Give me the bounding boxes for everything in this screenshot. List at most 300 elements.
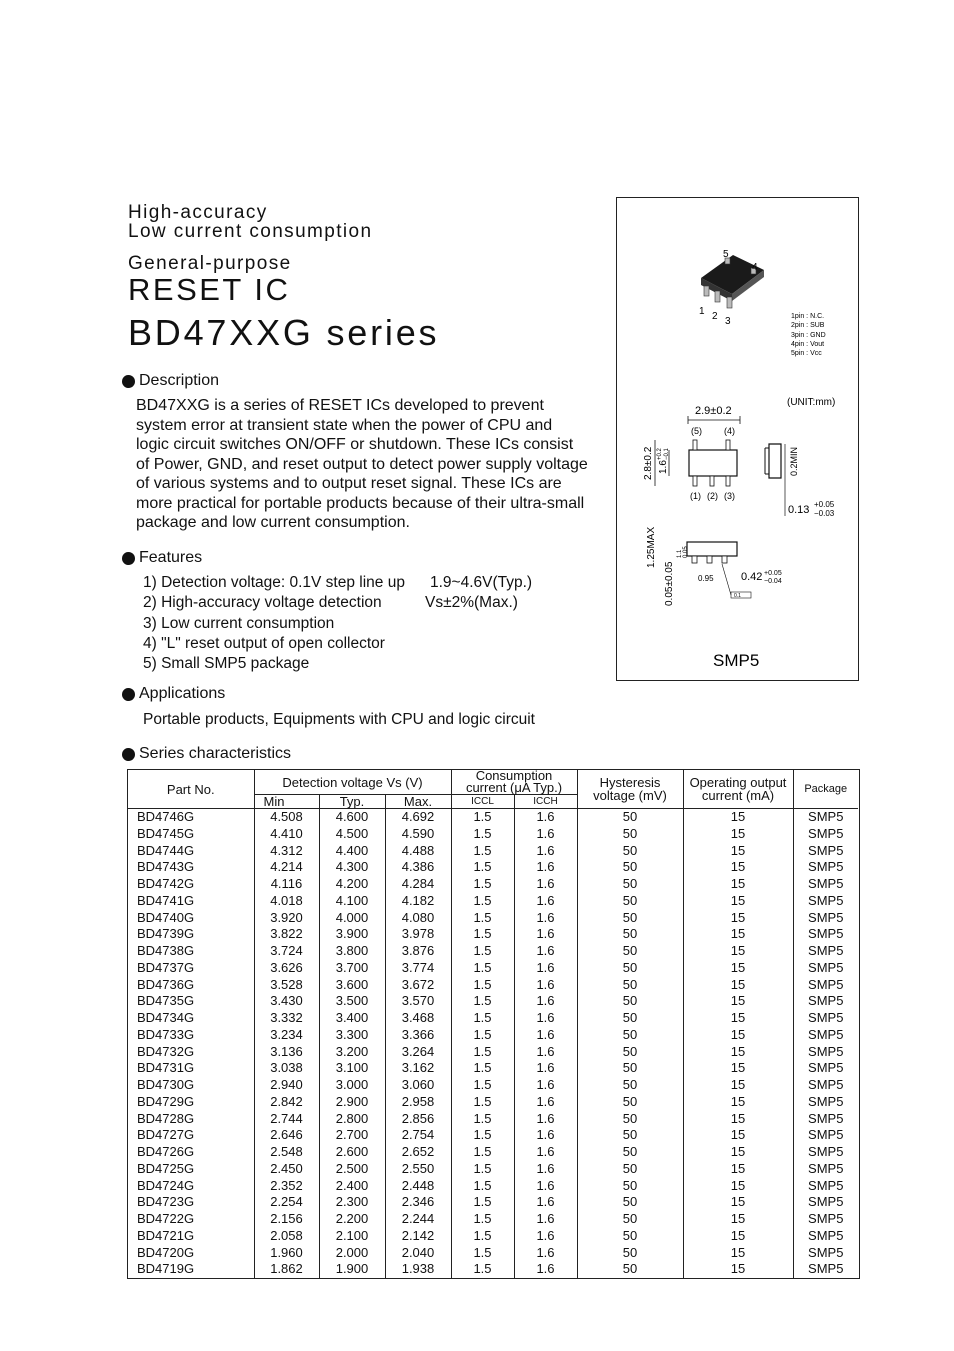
table-cell: 1.6 <box>514 1144 577 1161</box>
table-cell: 1.5 <box>451 977 514 994</box>
part-number-cell: BD4720G <box>137 1244 195 1260</box>
description-line: of various systems and to output reset signal. These ICs are <box>136 475 562 492</box>
table-cell: 50 <box>577 1077 683 1094</box>
table-cell: 3.570 <box>385 993 451 1010</box>
features-heading <box>122 549 202 567</box>
bullet-icon <box>122 552 135 565</box>
table-cell: 50 <box>577 876 683 893</box>
table-cell: 2.900 <box>319 1094 385 1111</box>
table-cell: SMP5 <box>793 1228 858 1245</box>
bullet-icon <box>122 375 135 388</box>
table-cell: SMP5 <box>793 1161 858 1178</box>
table-cell: 1.6 <box>514 1077 577 1094</box>
table-cell: 2.550 <box>385 1161 451 1178</box>
table-cell: 50 <box>577 977 683 994</box>
table-cell: 2.450 <box>254 1161 319 1178</box>
applications-heading-text: Applications <box>139 685 226 702</box>
table-cell: 4.182 <box>385 893 451 910</box>
table-cell: 3.672 <box>385 977 451 994</box>
table-row <box>128 1161 858 1178</box>
table-cell: 1.6 <box>514 876 577 893</box>
table-cell: 4.508 <box>254 809 319 826</box>
feature-item: 1) Detection voltage: 0.1V step line up 1.9~4.6V(Typ.) <box>143 574 533 591</box>
table-cell: 2.842 <box>254 1094 319 1111</box>
pin-number-3: 3 <box>725 316 731 327</box>
table-cell: 1.5 <box>451 1161 514 1178</box>
table-cell: SMP5 <box>793 1111 858 1128</box>
part-number-cell: BD4738G <box>137 943 195 958</box>
table-cell: SMP5 <box>793 859 858 876</box>
part-number-cell: BD4742G <box>137 876 195 891</box>
table-cell: 1.862 <box>254 1261 319 1278</box>
table-cell: SMP5 <box>793 1077 858 1094</box>
table-cell: 15 <box>683 809 793 826</box>
table-cell: 2.200 <box>319 1211 385 1228</box>
table-cell: 3.774 <box>385 960 451 977</box>
table-cell: 3.468 <box>385 1010 451 1027</box>
table-cell: 1.5 <box>451 1111 514 1128</box>
table-cell: 1.5 <box>451 926 514 943</box>
table-row <box>128 826 858 843</box>
table-cell: 1.6 <box>514 943 577 960</box>
table-cell: 3.136 <box>254 1044 319 1061</box>
pin-number-2: 2 <box>712 311 718 322</box>
pin-legend-1: 1pin : N.C. <box>791 313 825 320</box>
table-cell: 3.060 <box>385 1077 451 1094</box>
part-number-cell: BD4734G <box>137 1010 195 1025</box>
table-cell: 50 <box>577 826 683 843</box>
svg-text:(5): (5) <box>691 426 702 436</box>
table-cell: 50 <box>577 809 683 826</box>
table-cell: 1.5 <box>451 1178 514 1195</box>
table-cell: 1.5 <box>451 1077 514 1094</box>
part-number-cell: BD4727G <box>137 1127 195 1143</box>
table-cell: SMP5 <box>793 1178 858 1195</box>
pin-legend-5: 5pin : Vcc <box>791 350 822 357</box>
table-cell: 1.5 <box>451 910 514 927</box>
table-cell: 4.312 <box>254 843 319 860</box>
table-cell: 1.6 <box>514 1178 577 1195</box>
table-row <box>128 1261 858 1278</box>
table-cell: 1.938 <box>385 1261 451 1278</box>
dim-bottom: 0.1 <box>734 593 741 599</box>
table-row <box>128 1111 858 1128</box>
table-cell: 4.100 <box>319 893 385 910</box>
package-side-view <box>769 444 781 478</box>
table-cell: 15 <box>683 826 793 843</box>
table-row <box>128 843 858 860</box>
table-cell: 1.5 <box>451 1060 514 1077</box>
table-cell: 3.162 <box>385 1060 451 1077</box>
package-front-view <box>687 542 737 556</box>
table-cell: 1.5 <box>451 1127 514 1144</box>
table-cell: 15 <box>683 1127 793 1144</box>
table-row <box>128 1010 858 1027</box>
header-icch: ICCH <box>514 795 577 809</box>
pin-number-4: 4 <box>752 262 758 273</box>
table-cell: SMP5 <box>793 893 858 910</box>
series-heading <box>122 745 291 763</box>
table-row <box>128 1228 858 1245</box>
dim-lead-width-up: +0.05 <box>764 570 782 577</box>
table-cell: SMP5 <box>793 1060 858 1077</box>
part-number-cell: BD4733G <box>137 1026 195 1042</box>
table-cell: SMP5 <box>793 1127 858 1144</box>
table-row <box>128 993 858 1010</box>
table-row <box>128 926 858 943</box>
table-cell: 1.6 <box>514 1010 577 1027</box>
table-cell: 3.264 <box>385 1044 451 1061</box>
table-cell: 1.5 <box>451 960 514 977</box>
table-cell: 3.626 <box>254 960 319 977</box>
feature-item: 2) High-accuracy voltage detection Vs±2%(Max.) <box>143 594 518 612</box>
table-cell: 1.6 <box>514 1194 577 1211</box>
description-line: logic circuit switches ON/OFF or shutdown. These ICs consist <box>136 436 574 453</box>
dim-pitch: 0.95 <box>698 574 714 583</box>
table-cell: 15 <box>683 1010 793 1027</box>
table-row <box>128 859 858 876</box>
part-number-cell: BD4723G <box>137 1194 195 1210</box>
table-cell: 3.332 <box>254 1010 319 1027</box>
table-cell: 50 <box>577 1111 683 1128</box>
bullet-icon <box>122 688 135 701</box>
table-cell: 15 <box>683 1044 793 1061</box>
table-cell: 50 <box>577 893 683 910</box>
table-cell: 1.5 <box>451 1245 514 1262</box>
table-cell: 15 <box>683 1228 793 1245</box>
table-cell: 2.958 <box>385 1094 451 1111</box>
dim-body-tol-up: +0.2 <box>657 448 663 460</box>
description-line: BD47XXG is a series of RESET ICs developed to prevent <box>136 397 544 414</box>
table-cell: 4.410 <box>254 826 319 843</box>
table-cell: 1.5 <box>451 859 514 876</box>
table-cell: 50 <box>577 1127 683 1144</box>
description-line: more practical for portable products because of their ultra-small <box>136 494 585 512</box>
table-cell: 1.6 <box>514 859 577 876</box>
table-cell: 15 <box>683 1261 793 1278</box>
table-cell: 3.400 <box>319 1010 385 1027</box>
table-cell: 15 <box>683 1194 793 1211</box>
table-cell: 4.300 <box>319 859 385 876</box>
package-drawing <box>617 198 857 679</box>
table-cell: 15 <box>683 993 793 1010</box>
applications-text: Portable products, Equipments with CPU and logic circuit <box>143 711 535 728</box>
table-cell: 2.156 <box>254 1211 319 1228</box>
table-cell: 2.400 <box>319 1178 385 1195</box>
description-body <box>136 396 606 533</box>
table-cell: 15 <box>683 1245 793 1262</box>
table-row <box>128 876 858 893</box>
part-number-cell: BD4737G <box>137 959 195 975</box>
tagline-2: Low current consumption <box>128 221 373 242</box>
table-cell: 50 <box>577 1228 683 1245</box>
table-cell: SMP5 <box>793 1044 858 1061</box>
table-cell: 1.6 <box>514 1027 577 1044</box>
description-heading-text: Description <box>139 372 220 389</box>
table-cell: 4.000 <box>319 910 385 927</box>
table-cell: 15 <box>683 859 793 876</box>
table-cell: SMP5 <box>793 1211 858 1228</box>
table-cell: SMP5 <box>793 826 858 843</box>
table-cell: 1.6 <box>514 960 577 977</box>
part-number-cell: BD4719G <box>137 1261 195 1277</box>
table-cell: 15 <box>683 977 793 994</box>
header-iccl: ICCL <box>451 795 514 809</box>
table-cell: 2.254 <box>254 1194 319 1211</box>
dim-thickness-dn: −0.03 <box>814 509 835 518</box>
table-cell: 1.6 <box>514 1261 577 1278</box>
table-cell: 2.600 <box>319 1144 385 1161</box>
dim-lead-width-dn: −0.04 <box>764 578 782 585</box>
pin-legend-4: 4pin : Vout <box>791 341 825 348</box>
table-cell: SMP5 <box>793 977 858 994</box>
table-cell: 2.646 <box>254 1127 319 1144</box>
part-number-cell: BD4726G <box>137 1144 195 1159</box>
table-cell: 1.6 <box>514 1211 577 1228</box>
table-cell: 1.5 <box>451 1211 514 1228</box>
table-cell: 1.5 <box>451 943 514 960</box>
table-cell: 3.038 <box>254 1060 319 1077</box>
table-cell: 50 <box>577 943 683 960</box>
table-cell: SMP5 <box>793 809 858 826</box>
table-cell: 2.800 <box>319 1111 385 1128</box>
table-cell: 3.978 <box>385 926 451 943</box>
applications-heading <box>122 685 225 703</box>
table-cell: 1.6 <box>514 1094 577 1111</box>
table-cell: 50 <box>577 926 683 943</box>
table-cell: SMP5 <box>793 1261 858 1278</box>
feature-item: 4) "L" reset output of open collector <box>143 634 385 652</box>
part-number-cell: BD4744G <box>137 842 195 858</box>
part-number-cell: BD4722G <box>137 1211 195 1226</box>
pin-number-5: 5 <box>723 249 729 260</box>
table-cell: 50 <box>577 1044 683 1061</box>
svg-text:(2): (2) <box>707 491 718 501</box>
table-cell: 1.6 <box>514 1161 577 1178</box>
dim-thickness: 0.13 <box>788 504 810 516</box>
header-min: Min <box>254 795 319 809</box>
table-cell: 1.5 <box>451 993 514 1010</box>
table-cell: 4.500 <box>319 826 385 843</box>
table-row <box>128 1027 858 1044</box>
table-cell: SMP5 <box>793 943 858 960</box>
table-cell: 4.214 <box>254 859 319 876</box>
features-heading-text: Features <box>139 549 203 566</box>
table-cell: 2.500 <box>319 1161 385 1178</box>
part-number-cell: BD4743G <box>137 859 195 875</box>
dim-side-1: 1.1 <box>677 549 683 558</box>
table-cell: 1.6 <box>514 826 577 843</box>
table-cell: 4.200 <box>319 876 385 893</box>
dim-lead-min: 0.2MIN <box>789 446 799 476</box>
pin-legend-3: 3pin : GND <box>791 332 826 339</box>
part-number-cell: BD4725G <box>137 1160 195 1176</box>
part-number-cell: BD4740G <box>137 909 195 925</box>
part-number-cell: BD4729G <box>137 1093 195 1109</box>
table-cell: 3.300 <box>319 1027 385 1044</box>
series-table-grid <box>128 770 858 1278</box>
series-table <box>127 769 860 1279</box>
header-max: Max. <box>385 795 451 809</box>
table-cell: 1.6 <box>514 809 577 826</box>
table-row <box>128 1144 858 1161</box>
table-cell: 50 <box>577 910 683 927</box>
table-cell: 3.366 <box>385 1027 451 1044</box>
table-cell: 1.5 <box>451 1094 514 1111</box>
table-cell: 1.6 <box>514 1060 577 1077</box>
table-cell: 1.5 <box>451 1261 514 1278</box>
table-cell: SMP5 <box>793 1027 858 1044</box>
table-cell: 15 <box>683 943 793 960</box>
table-cell: 4.018 <box>254 893 319 910</box>
table-cell: 3.000 <box>319 1077 385 1094</box>
table-cell: 2.300 <box>319 1194 385 1211</box>
table-cell: 1.6 <box>514 1044 577 1061</box>
description-line: package and low current consumption. <box>136 514 410 531</box>
table-cell: 50 <box>577 859 683 876</box>
dim-standoff: 0.05±0.05 <box>664 561 675 606</box>
table-cell: 15 <box>683 1111 793 1128</box>
table-cell: 3.900 <box>319 926 385 943</box>
table-cell: 1.6 <box>514 926 577 943</box>
table-header-row <box>128 770 858 795</box>
table-cell: 1.5 <box>451 893 514 910</box>
table-cell: SMP5 <box>793 1010 858 1027</box>
unit-label: (UNIT:mm) <box>787 397 836 408</box>
pin-legend-2: 2pin : SUB <box>791 322 825 329</box>
table-cell: 1.900 <box>319 1261 385 1278</box>
table-cell: 15 <box>683 1178 793 1195</box>
table-cell: SMP5 <box>793 876 858 893</box>
table-cell: 4.400 <box>319 843 385 860</box>
table-cell: 2.000 <box>319 1245 385 1262</box>
part-number-cell: BD4746G <box>137 809 195 824</box>
table-cell: 2.856 <box>385 1111 451 1128</box>
table-cell: 2.754 <box>385 1127 451 1144</box>
table-cell: SMP5 <box>793 926 858 943</box>
table-cell: 2.346 <box>385 1194 451 1211</box>
svg-text:(1): (1) <box>690 491 701 501</box>
package-top-view <box>689 450 737 476</box>
table-cell: 15 <box>683 1144 793 1161</box>
description-line: system error at transient state when the power of CPU and <box>136 416 553 434</box>
part-number-cell: BD4732G <box>137 1043 195 1059</box>
table-cell: 15 <box>683 910 793 927</box>
table-body <box>128 809 858 1279</box>
table-cell: 1.6 <box>514 1228 577 1245</box>
dim-width: 2.9±0.2 <box>695 405 732 417</box>
feature-item: 5) Small SMP5 package <box>143 655 310 673</box>
table-cell: 3.430 <box>254 993 319 1010</box>
part-number-cell: BD4745G <box>137 825 195 841</box>
table-row <box>128 910 858 927</box>
table-cell: 1.6 <box>514 843 577 860</box>
table-cell: 1.6 <box>514 893 577 910</box>
table-cell: 2.142 <box>385 1228 451 1245</box>
header-part: Part No. <box>128 770 254 809</box>
table-cell: 1.6 <box>514 1127 577 1144</box>
table-row <box>128 1211 858 1228</box>
table-row <box>128 943 858 960</box>
table-cell: 50 <box>577 993 683 1010</box>
table-cell: 50 <box>577 1178 683 1195</box>
table-cell: 2.058 <box>254 1228 319 1245</box>
table-cell: 1.5 <box>451 1010 514 1027</box>
header-package: Package <box>793 770 858 809</box>
table-cell: 1.5 <box>451 876 514 893</box>
table-cell: 50 <box>577 1027 683 1044</box>
table-cell: 15 <box>683 1094 793 1111</box>
table-cell: 2.700 <box>319 1127 385 1144</box>
table-row <box>128 960 858 977</box>
table-cell: 1.5 <box>451 1027 514 1044</box>
table-cell: 2.744 <box>254 1111 319 1128</box>
part-number-cell: BD4721G <box>137 1227 195 1243</box>
table-row <box>128 1245 858 1262</box>
part-number-cell: BD4739G <box>137 926 195 942</box>
table-cell: 1.5 <box>451 826 514 843</box>
table-cell: 3.528 <box>254 977 319 994</box>
table-cell: 3.876 <box>385 943 451 960</box>
table-row <box>128 1094 858 1111</box>
dim-body-height: 1.6 <box>658 460 669 474</box>
table-cell: 1.6 <box>514 1111 577 1128</box>
part-number-cell: BD4741G <box>137 892 195 908</box>
table-cell: 15 <box>683 893 793 910</box>
table-cell: 2.548 <box>254 1144 319 1161</box>
header-hysteresis: Hysteresis voltage (mV) <box>577 770 683 809</box>
table-cell: 2.244 <box>385 1211 451 1228</box>
svg-text:(3): (3) <box>724 491 735 501</box>
table-cell: 4.600 <box>319 809 385 826</box>
table-cell: 50 <box>577 960 683 977</box>
table-cell: 2.940 <box>254 1077 319 1094</box>
table-cell: 50 <box>577 1060 683 1077</box>
pin-number-1: 1 <box>699 306 705 317</box>
table-cell: 50 <box>577 1094 683 1111</box>
table-cell: 15 <box>683 1027 793 1044</box>
table-cell: 15 <box>683 1211 793 1228</box>
table-cell: 2.448 <box>385 1178 451 1195</box>
table-cell: 3.724 <box>254 943 319 960</box>
table-cell: SMP5 <box>793 843 858 860</box>
title-series: BD47XXG series <box>128 312 440 353</box>
table-cell: SMP5 <box>793 1194 858 1211</box>
table-cell: 3.100 <box>319 1060 385 1077</box>
table-cell: 1.6 <box>514 977 577 994</box>
header-operating-current: Operating output current (mA) <box>683 770 793 809</box>
table-cell: 3.800 <box>319 943 385 960</box>
table-cell: 50 <box>577 1245 683 1262</box>
table-cell: SMP5 <box>793 993 858 1010</box>
table-cell: 1.5 <box>451 1044 514 1061</box>
table-cell: 1.6 <box>514 910 577 927</box>
table-cell: 1.6 <box>514 1245 577 1262</box>
table-cell: 3.920 <box>254 910 319 927</box>
table-cell: 50 <box>577 1144 683 1161</box>
table-cell: 2.100 <box>319 1228 385 1245</box>
table-cell: 50 <box>577 1010 683 1027</box>
table-row <box>128 1127 858 1144</box>
part-number-cell: BD4731G <box>137 1060 195 1076</box>
part-number-cell: BD4724G <box>137 1177 195 1193</box>
title-reset-ic: RESET IC <box>128 272 291 307</box>
part-number-cell: BD4728G <box>137 1110 195 1126</box>
table-cell: 2.040 <box>385 1245 451 1262</box>
table-cell: 1.5 <box>451 1194 514 1211</box>
table-cell: 1.5 <box>451 809 514 826</box>
table-cell: 4.386 <box>385 859 451 876</box>
